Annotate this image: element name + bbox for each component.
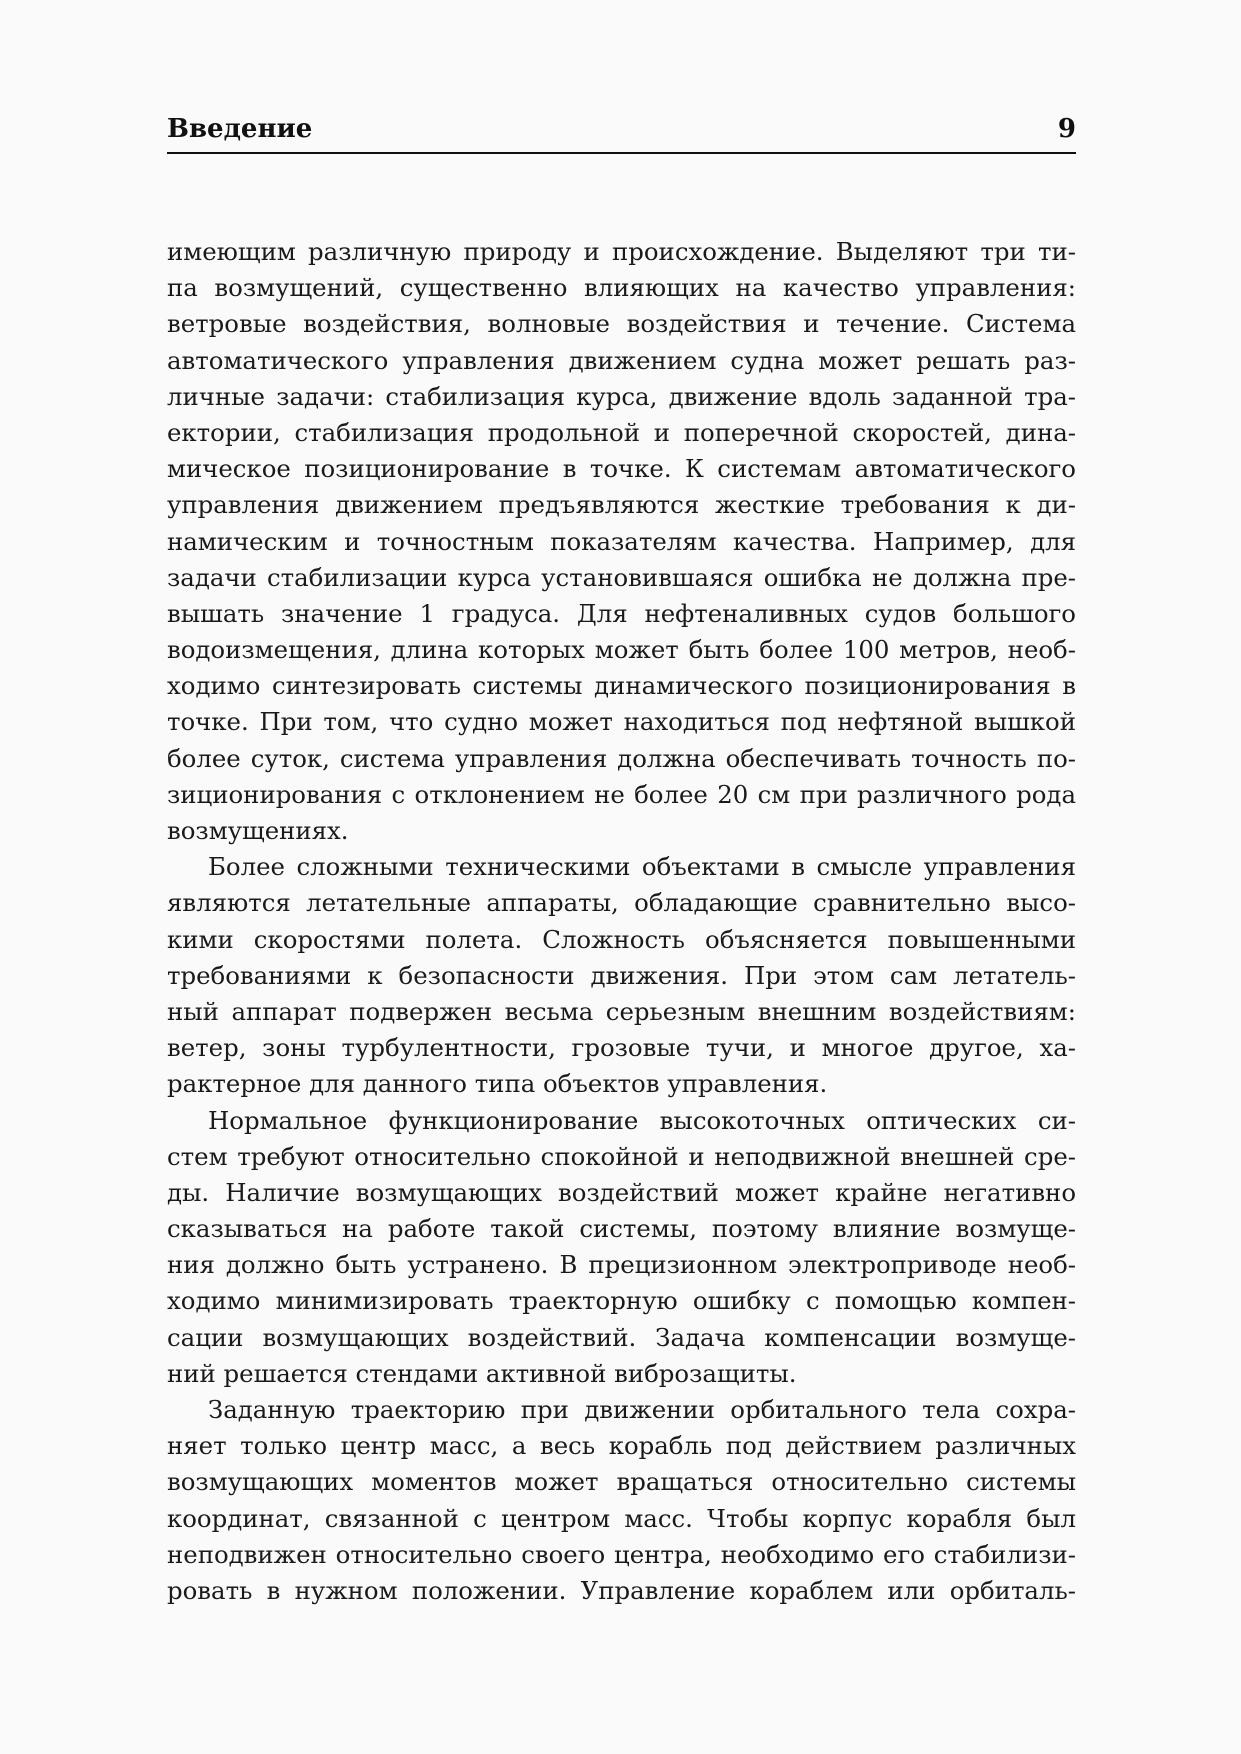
text-line: требованиями к безопасности движения. При этом сам летатель-	[167, 960, 1076, 990]
text-line: возмущающих моментов может вращаться относительно системы	[167, 1467, 1076, 1497]
text-line: имеющим различную природу и происхождение. Выделяют три ти-	[167, 237, 1076, 266]
page-number: 9	[1057, 114, 1076, 144]
text-line: сказываться на работе такой системы, поэтому влияние возмуще-	[167, 1214, 1076, 1244]
text-line: ходимо синтезировать системы динамического позиционирования в	[167, 671, 1076, 701]
text-line: кими скоростями полета. Сложность объясняется повышенными	[167, 924, 1076, 954]
text-line: координат, связанной с центром масс. Чтобы корпус корабля был	[167, 1503, 1076, 1533]
text-line: намическим и точностным показателям качества. Например, для	[167, 526, 1076, 556]
text-line: ный аппарат подвержен весьма серьезным внешним воздействиям:	[167, 996, 1076, 1026]
running-header	[167, 112, 1076, 154]
text-line: ветер, зоны турбулентности, грозовые тучи, и многое другое, ха-	[167, 1033, 1076, 1063]
text-line: автоматического управления движением судна может решать раз-	[167, 345, 1076, 375]
text-line: стем требуют относительно спокойной и неподвижной внешней сре-	[167, 1141, 1076, 1171]
text-line: ния должно быть устранено. В прецизионном электроприводе необ-	[167, 1250, 1076, 1280]
paragraph-1	[167, 234, 1076, 849]
text-line: точке. При том, что судно может находиться под нефтяной вышкой	[167, 707, 1076, 737]
text-line: зиционирования с отклонением не более 20 см при различного рода	[167, 779, 1076, 809]
text-line: ды. Наличие возмущающих воздействий может крайне негативно	[167, 1177, 1076, 1207]
chapter-title: Введение	[167, 114, 313, 144]
text-line: па возмущений, существенно влияющих на качество управления:	[167, 273, 1076, 303]
text-line: личные задачи: стабилизация курса, движение вдоль заданной тра-	[167, 381, 1076, 411]
text-line: возмущениях.	[167, 816, 349, 845]
text-line: более суток, система управления должна обеспечивать точность по-	[167, 743, 1076, 773]
text-line: няет только центр масс, а весь корабль под действием различных	[167, 1431, 1076, 1461]
text-line: мическое позиционирование в точке. К системам автоматического	[167, 454, 1076, 484]
text-line: водоизмещения, длина которых может быть более 100 метров, необ-	[167, 635, 1076, 665]
text-line: ний решается стендами активной виброзащиты.	[167, 1358, 797, 1388]
paragraph-4	[167, 1392, 1076, 1609]
text-line: вышать значение 1 градуса. Для нефтеналивных судов большого	[167, 598, 1076, 628]
text-line: Более сложными техническими объектами в смысле управления	[208, 852, 1076, 882]
text-line: являются летательные аппараты, обладающие сравнительно высо-	[167, 888, 1076, 918]
text-line: Нормальное функционирование высокоточных оптических си-	[208, 1105, 1076, 1135]
text-line: задачи стабилизации курса установившаяся ошибка не должна пре-	[167, 562, 1076, 592]
text-line: ровать в нужном положении. Управление кораблем или орбиталь-	[167, 1575, 1076, 1605]
text-line: сации возмущающих воздействий. Задача компенсации возмуще-	[167, 1322, 1076, 1352]
text-line: ходимо минимизировать траекторную ошибку с помощью компен-	[167, 1286, 1076, 1316]
text-line: Заданную траекторию при движении орбитального тела сохра-	[208, 1395, 1076, 1424]
body-text	[167, 234, 1076, 1609]
text-line: ветровые воздействия, волновые воздействия и течение. Система	[167, 309, 1076, 339]
paragraph-3	[167, 1103, 1076, 1393]
paragraph-2	[167, 849, 1076, 1102]
text-line: ектории, стабилизация продольной и поперечной скоростей, дина-	[167, 417, 1076, 447]
text-line: управления движением предъявляются жесткие требования к ди-	[167, 490, 1076, 520]
text-line: неподвижен относительно своего центра, необходимо его стабилизи-	[167, 1539, 1076, 1569]
text-line: рактерное для данного типа объектов управления.	[167, 1069, 828, 1099]
